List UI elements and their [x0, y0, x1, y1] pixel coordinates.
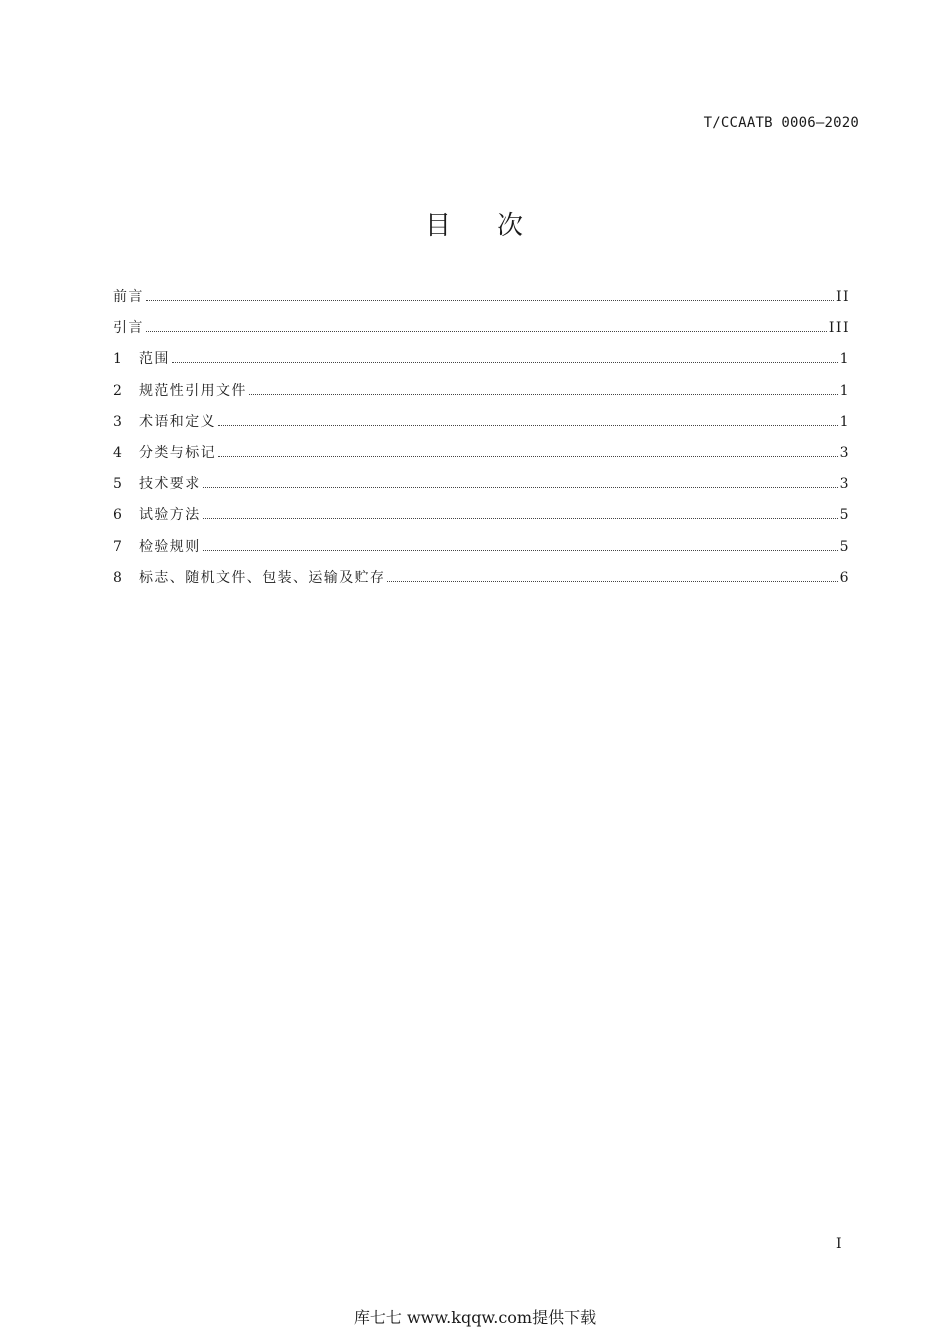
toc-entry-page: 1 [839, 382, 850, 399]
toc-entry-number: 5 [113, 476, 122, 493]
toc-leader-dots [218, 424, 838, 426]
toc-entry-scope[interactable] [113, 347, 850, 378]
toc-entry-label: 标志、随机文件、包装、运输及贮存 [139, 569, 386, 586]
toc-entry-number: 1 [113, 351, 122, 368]
toc-entry-label: 引言 [113, 320, 144, 337]
toc-leader-dots [146, 330, 827, 332]
toc-title [0, 205, 950, 242]
toc-leader-dots [249, 393, 838, 395]
toc-entry-number: 4 [113, 444, 122, 461]
toc-entry-label: 分类与标记 [139, 444, 216, 461]
page-number: I [836, 1236, 842, 1252]
toc-leader-dots [203, 549, 838, 551]
toc-entry-number: 7 [113, 538, 122, 555]
toc-entry-number: 2 [113, 382, 122, 399]
toc-entry-inspection-rules[interactable] [113, 535, 850, 566]
toc-entry-number: 8 [113, 569, 122, 586]
toc-entry-page: 3 [839, 444, 850, 461]
toc-entry-introduction[interactable] [113, 316, 850, 347]
toc-entry-label: 术语和定义 [139, 413, 216, 430]
toc-entry-page: III [828, 320, 850, 337]
toc-entry-marking-packaging[interactable] [113, 566, 850, 597]
toc-entry-page: II [835, 289, 850, 305]
toc-entry-page: 6 [839, 569, 850, 586]
toc-entry-technical-requirements[interactable] [113, 472, 850, 503]
toc-entry-label: 检验规则 [139, 538, 201, 555]
toc-entry-label: 规范性引用文件 [139, 382, 247, 399]
toc-entry-number: 6 [113, 507, 122, 524]
toc-entry-page: 1 [839, 351, 850, 368]
toc-entry-page: 1 [839, 413, 850, 430]
toc-list [113, 285, 850, 597]
toc-leader-dots [203, 486, 838, 488]
toc-leader-dots [387, 580, 837, 582]
toc-entry-label: 试验方法 [139, 507, 201, 524]
toc-leader-dots [218, 455, 838, 457]
toc-title-char-2: 次 [497, 211, 526, 241]
toc-entry-classification[interactable] [113, 441, 850, 472]
toc-entry-label: 前言 [113, 289, 144, 305]
toc-entry-page: 5 [839, 507, 850, 524]
toc-entry-number: 3 [113, 413, 122, 430]
toc-leader-dots [172, 361, 838, 363]
toc-leader-dots [203, 517, 838, 519]
toc-entry-test-methods[interactable] [113, 503, 850, 534]
toc-entry-normative-references[interactable] [113, 379, 850, 410]
footer-source-text: 库七七 www.kqqw.com提供下载 [353, 1308, 597, 1327]
toc-title-char-1: 目 [424, 211, 453, 241]
toc-entry-page: 5 [839, 538, 850, 555]
toc-entry-label: 范围 [139, 351, 170, 368]
toc-entry-foreword[interactable] [113, 285, 850, 316]
toc-entry-terms-definitions[interactable] [113, 410, 850, 441]
document-code: T/CCAATB 0006—2020 [703, 115, 859, 131]
toc-entry-label: 技术要求 [139, 476, 201, 493]
toc-entry-page: 3 [839, 476, 850, 493]
toc-leader-dots [146, 299, 834, 301]
